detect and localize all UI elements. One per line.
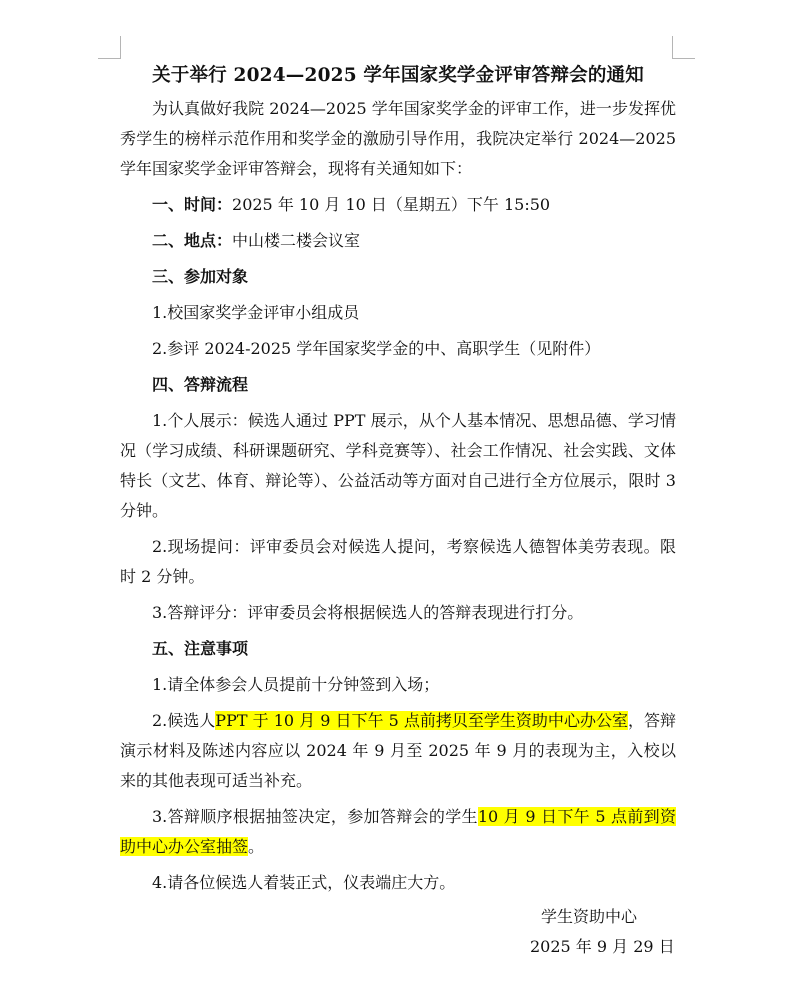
participants-item: 1.校国家奖学金评审小组成员 [152,303,360,322]
process-item-scoring: 3.答辩评分：评审委员会将根据候选人的答辩表现进行打分。 [152,603,584,622]
notes-item-signin: 1.请全体参会人员提前十分钟签到入场； [152,675,440,694]
section-place-heading: 二、地点： [152,231,233,250]
section-participants-heading: 三、参加对象 [152,267,249,286]
notes-item-draw [120,802,676,862]
section-place [120,226,676,256]
notes-item-ppt-prefix: 2.候选人 [152,711,216,730]
section-time-heading: 一、时间： [152,195,233,214]
notes-item-ppt-suffix: ，答辩演示材料及陈述内容应以 2024 年 9 月至 2025 年 9 月的表现为主，入校以来的其他表现可适当补充。 [120,711,676,790]
signature-date: 2025 年 9 月 29 日 [530,937,675,956]
notes-item-ppt [120,706,676,796]
notes-item-draw-prefix: 3.答辩顺序根据抽签决定，参加答辩会的学生 [152,807,478,826]
section-time [120,190,676,220]
notes-item-ppt-highlight: PPT 于 10 月 9 日下午 5 点前拷贝至学生资助中心办公室 [215,711,628,730]
document-body [120,58,676,904]
intro-paragraph: 为认真做好我院 2024—2025 学年国家奖学金的评审工作，进一步发挥优秀学生的榜样示范作用和奖学金的激励引导作用，我院决定举行 2024—2025 学年国家奖学金评审答辩会，现将有关通知如下： [120,99,676,178]
section-place-value: 中山楼二楼会议室 [232,231,361,250]
notes-item-draw-suffix: 。 [248,837,265,856]
notes-item-dress: 4.请各位候选人着装正式，仪表端庄大方。 [152,873,456,892]
signature-org: 学生资助中心 [541,907,638,926]
process-item-presentation: 1.个人展示：候选人通过 PPT 展示，从个人基本情况、思想品德、学习情况（学习成绩、科研课题研究、学科竞赛等）、社会工作情况、社会实践、文体特长（文艺、体育、辩论等）、公益活动等方面对自己进行全方位展示，限时 3 分钟。 [120,411,676,520]
section-notes-heading: 五、注意事项 [152,639,249,658]
section-process-heading: 四、答辩流程 [152,375,249,394]
process-item-questions: 2.现场提问：评审委员会对候选人提问，考察候选人德智体美劳表现。限时 2 分钟。 [120,537,676,586]
section-time-value: 2025 年 10 月 10 日（星期五）下午 15:50 [232,195,551,214]
participants-item: 2.参评 2024-2025 学年国家奖学金的中、高职学生（见附件） [152,339,601,358]
page-corner-mark-top-left [98,36,121,59]
document-title: 关于举行 2024—2025 学年国家奖学金评审答辩会的通知 [152,65,644,86]
page-corner-mark-top-right [672,36,695,59]
notes-item-draw-highlight: 10 月 9 日下午 5 点前到资助中心办公室抽签 [120,807,676,856]
